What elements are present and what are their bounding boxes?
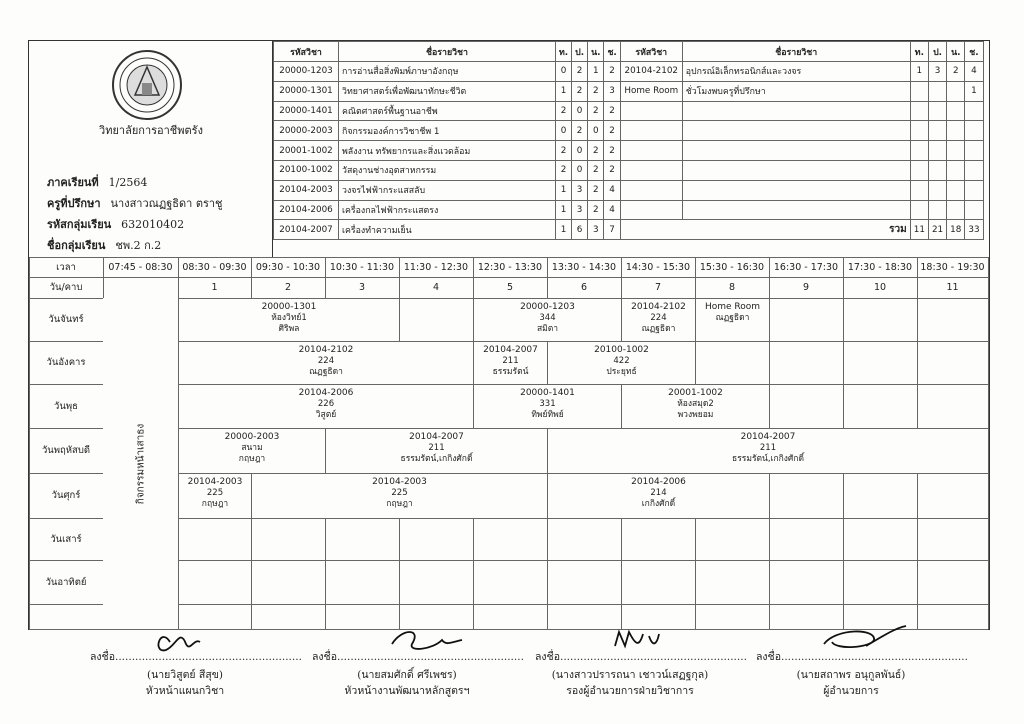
empty-cell xyxy=(620,200,682,220)
entry-code: 20100-1002 xyxy=(594,345,649,355)
empty-cell xyxy=(928,160,946,180)
empty-cell xyxy=(928,121,946,141)
course-name: กิจกรรมองค์การวิชาชีพ 1 xyxy=(339,121,556,141)
course-hours-n: 2 xyxy=(588,200,604,220)
course-hours-ch: 3 xyxy=(604,81,620,101)
time-slot: 11:30 - 12:30 xyxy=(403,261,469,273)
empty-cell xyxy=(620,160,682,180)
entry-teacher: กฤษฎา xyxy=(386,499,413,509)
course-hours-p: 3 xyxy=(928,62,946,82)
sign-label: ลงชื่อ xyxy=(535,651,560,663)
empty-cell xyxy=(682,101,910,121)
course-header-p: ป. xyxy=(572,42,588,62)
advisor-line: ครูที่ปรึกษา นางสาวณฏฐธิดา ตราชู xyxy=(47,197,223,210)
entry-teacher: กฤษฎา xyxy=(238,454,266,464)
course-name: เครื่องทำความเย็น xyxy=(339,220,556,240)
entry-teacher: ศิริพล xyxy=(278,324,300,334)
empty-cell xyxy=(947,101,965,121)
course-hours-n: 1 xyxy=(588,62,604,82)
empty-cell xyxy=(682,121,910,141)
empty-cell xyxy=(682,200,910,220)
schedule-entry xyxy=(179,385,473,428)
entry-room: ห้องวิทย์1 xyxy=(271,313,307,323)
course-code: 20000-1401 xyxy=(274,101,339,121)
period-number: 6 xyxy=(580,282,588,293)
course-code: 20104-2006 xyxy=(274,200,339,220)
course-header-code: รหัสวิชา xyxy=(274,42,339,62)
time-slot: 13:30 - 14:30 xyxy=(551,261,617,273)
day-label: วันอังคาร xyxy=(46,357,86,368)
course-row xyxy=(274,180,984,200)
sign-label: ลงชื่อ xyxy=(90,651,115,663)
schedule-entry xyxy=(179,474,251,518)
course-code: 20000-2003 xyxy=(274,121,339,141)
course-hours-n: 3 xyxy=(588,220,604,240)
college-name: วิทยาลัยการอาชีพตรัง xyxy=(99,124,203,137)
schedule-entry xyxy=(474,299,621,341)
sign-line: ลงชื่อ........................................................ xyxy=(756,651,968,663)
sign-label: ลงชื่อ xyxy=(756,651,781,663)
signer-name: (นายสมศักดิ์ ศรีเพชร) xyxy=(357,669,457,681)
empty-cell xyxy=(620,101,682,121)
empty-cell xyxy=(947,180,965,200)
total-p: 21 xyxy=(928,220,946,240)
signer-title: รองผู้อำนวยการฝ่ายวิชาการ xyxy=(566,685,694,697)
entry-teacher: ธรรมรัตน์ xyxy=(492,367,529,377)
signer-title: หัวหน้างานพัฒนาหลักสูตรฯ xyxy=(344,685,470,697)
day-label: วันศุกร์ xyxy=(51,490,81,501)
period-number: 2 xyxy=(284,282,292,293)
course-table xyxy=(273,41,984,240)
period-label: วัน/คาบ xyxy=(49,282,83,293)
signature-block xyxy=(535,630,747,724)
entry-room: 422 xyxy=(613,356,630,366)
schedule-entry xyxy=(179,299,399,341)
course-row xyxy=(274,200,984,220)
entry-room: 224 xyxy=(650,313,667,323)
empty-cell xyxy=(620,180,682,200)
signature-block xyxy=(312,630,524,724)
course-name: อุปกรณ์อิเล็กทรอนิกส์และวงจร xyxy=(682,62,910,82)
total-ch: 33 xyxy=(965,220,983,240)
course-hours-t: 2 xyxy=(556,141,572,161)
empty-cell xyxy=(965,160,983,180)
schedule-entry xyxy=(474,385,621,428)
period-number: 11 xyxy=(946,282,959,293)
entry-code: 20000-1203 xyxy=(520,302,575,312)
course-hours-n: 2 xyxy=(588,160,604,180)
entry-code: 20104-2003 xyxy=(372,477,427,487)
college-logo-icon xyxy=(111,49,183,121)
signer-name: (นางสาวปรารถนา เชาวน์เสฏฐกุล) xyxy=(551,669,709,681)
course-code: 20000-1203 xyxy=(274,62,339,82)
course-hours-ch: 4 xyxy=(604,180,620,200)
course-header-row xyxy=(274,42,984,62)
schedule-entry xyxy=(179,429,325,473)
entry-room: ห้องสมุด2 xyxy=(677,399,714,409)
entry-teacher: เกกิงศักดิ์ xyxy=(641,499,676,509)
empty-cell xyxy=(928,101,946,121)
entry-code: 20104-2006 xyxy=(631,477,686,487)
course-row xyxy=(274,121,984,141)
course-hours-t: 1 xyxy=(556,200,572,220)
course-hours-p: 2 xyxy=(572,81,588,101)
schedule-entry xyxy=(474,342,547,384)
sign-line: ลงชื่อ........................................................ xyxy=(535,651,747,663)
period-number: 3 xyxy=(358,282,366,293)
day-label: วันพุธ xyxy=(54,400,78,412)
course-hours-ch: 2 xyxy=(604,62,620,82)
day-label: วันอาทิตย์ xyxy=(45,576,87,588)
group-name-line: ชื่อกลุ่มเรียน ชพ.2 ก.2 xyxy=(47,239,162,252)
course-hours-p: 2 xyxy=(572,62,588,82)
period-number: 7 xyxy=(654,282,662,293)
schedule-entry xyxy=(696,299,769,341)
sign-line: ลงชื่อ........................................................ xyxy=(312,651,524,663)
course-hours-p: 2 xyxy=(572,121,588,141)
assembly-label: กิจกรรมหน้าเสาธง xyxy=(135,423,146,504)
entry-teacher: ธรรมรัตน์,เกกิงศักดิ์ xyxy=(732,454,804,464)
course-hours-t: 1 xyxy=(910,62,928,82)
entry-code: 20104-2006 xyxy=(298,388,354,398)
course-hours-p: 3 xyxy=(572,200,588,220)
course-row xyxy=(274,141,984,161)
course-name: คณิตศาสตร์พื้นฐานอาชีพ xyxy=(339,101,556,121)
course-code: 20104-2007 xyxy=(274,220,339,240)
course-hours-p xyxy=(928,81,946,101)
course-hours-n: 2 xyxy=(588,180,604,200)
course-header-n: น. xyxy=(588,42,604,62)
entry-teacher: ณฏฐธิดา xyxy=(641,324,676,334)
schedule-entry xyxy=(622,385,769,428)
course-hours-n: 2 xyxy=(947,62,965,82)
total-n: 18 xyxy=(947,220,965,240)
schedule-entry xyxy=(252,474,547,518)
empty-cell xyxy=(910,160,928,180)
total-t: 11 xyxy=(910,220,928,240)
course-hours-ch: 2 xyxy=(604,121,620,141)
signature-block xyxy=(90,630,302,724)
time-slot: 18:30 - 19:30 xyxy=(920,261,985,273)
period-number: 9 xyxy=(802,282,810,293)
empty-cell xyxy=(928,141,946,161)
empty-cell xyxy=(682,141,910,161)
entry-code: 20001-1002 xyxy=(668,388,723,398)
course-hours-t: 2 xyxy=(556,160,572,180)
entry-code: 20000-2003 xyxy=(224,432,280,442)
course-hours-n xyxy=(947,81,965,101)
entry-teacher: ณฏฐธิดา xyxy=(715,313,750,323)
entry-room: 225 xyxy=(391,488,408,498)
empty-cell xyxy=(928,180,946,200)
course-hours-t: 1 xyxy=(556,220,572,240)
course-hours-p: 0 xyxy=(572,160,588,180)
course-hours-t xyxy=(910,81,928,101)
course-hours-n: 0 xyxy=(588,121,604,141)
sign-line: ลงชื่อ........................................................ xyxy=(90,651,302,663)
schedule-entry xyxy=(179,342,473,384)
course-name: วิทยาศาสตร์เพื่อพัฒนาทักษะชีวิต xyxy=(339,81,556,101)
entry-code: 20104-2003 xyxy=(187,477,243,487)
course-header-name: ชื่อรายวิชา xyxy=(682,42,910,62)
course-code: 20100-1002 xyxy=(274,160,339,180)
course-code: Home Room xyxy=(620,81,682,101)
weekly-schedule xyxy=(29,257,988,629)
signer-name: (นายสถาพร อนุกูลพันธ์) xyxy=(796,669,906,681)
period-number: 4 xyxy=(432,282,440,293)
empty-cell xyxy=(682,180,910,200)
course-hours-p: 3 xyxy=(572,180,588,200)
course-header-t: ท. xyxy=(910,42,928,62)
semester-line: ภาคเรียนที่ 1/2564 xyxy=(47,176,148,189)
empty-cell xyxy=(947,200,965,220)
sign-label: ลงชื่อ xyxy=(312,651,337,663)
signer-title: หัวหน้าแผนกวิชา xyxy=(145,685,225,697)
empty-cell xyxy=(910,101,928,121)
entry-code: 20104-2102 xyxy=(631,302,686,312)
empty-cell xyxy=(965,180,983,200)
entry-code: 20104-2007 xyxy=(740,432,796,442)
entry-teacher: กฤษฎา xyxy=(201,499,229,509)
course-name: ชั่วโมงพบครูที่ปรึกษา xyxy=(682,81,910,101)
course-code: 20000-1301 xyxy=(274,81,339,101)
entry-teacher: ธรรมรัตน์,เกกิงศักดิ์ xyxy=(400,454,473,464)
empty-cell xyxy=(910,200,928,220)
time-slot: 07:45 - 08:30 xyxy=(108,261,173,273)
entry-room: 331 xyxy=(539,399,556,409)
time-slot: 15:30 - 16:30 xyxy=(699,261,765,273)
empty-cell xyxy=(965,101,983,121)
course-hours-p: 6 xyxy=(572,220,588,240)
course-name: วงจรไฟฟ้ากระแสสลับ xyxy=(339,180,556,200)
time-slot: 12:30 - 13:30 xyxy=(477,261,543,273)
empty-cell xyxy=(947,141,965,161)
entry-room: 211 xyxy=(502,356,519,366)
schedule-entry xyxy=(326,429,547,473)
course-header-t: ท. xyxy=(556,42,572,62)
time-slot: 16:30 - 17:30 xyxy=(773,261,839,273)
time-slot: 10:30 - 11:30 xyxy=(329,261,395,273)
course-hours-ch: 4 xyxy=(965,62,983,82)
course-hours-ch: 7 xyxy=(604,220,620,240)
signer-title: ผู้อำนวยการ xyxy=(823,685,879,697)
time-slot: 08:30 - 09:30 xyxy=(182,261,247,273)
schedule-entry xyxy=(548,474,769,518)
entry-code: 20104-2007 xyxy=(409,432,464,442)
entry-teacher: วิสูตย์ xyxy=(315,410,337,420)
entry-room: สนาม xyxy=(241,443,263,453)
course-hours-n: 2 xyxy=(588,101,604,121)
period-number: 5 xyxy=(506,282,514,293)
entry-teacher: ณฏฐธิดา xyxy=(309,367,343,377)
time-slot: 17:30 - 18:30 xyxy=(847,261,913,273)
course-header-n: น. xyxy=(947,42,965,62)
info-panel xyxy=(29,41,273,257)
period-number: 1 xyxy=(211,282,218,293)
course-hours-ch: 2 xyxy=(604,101,620,121)
entry-room: 226 xyxy=(317,399,335,409)
course-row xyxy=(274,220,984,240)
grid-line xyxy=(988,257,989,629)
course-code: 20001-1002 xyxy=(274,141,339,161)
entry-code: 20104-2007 xyxy=(483,345,538,355)
course-row xyxy=(274,101,984,121)
empty-cell xyxy=(928,200,946,220)
period-number: 8 xyxy=(728,282,736,293)
entry-room: 211 xyxy=(428,443,445,453)
course-row xyxy=(274,81,984,101)
empty-cell xyxy=(947,160,965,180)
schedule-entry xyxy=(548,429,988,473)
empty-cell xyxy=(620,141,682,161)
time-slot: 09:30 - 10:30 xyxy=(255,261,321,273)
entry-room: 225 xyxy=(206,488,224,498)
period-number: 10 xyxy=(873,282,887,293)
day-label: วันเสาร์ xyxy=(50,533,82,545)
empty-cell xyxy=(620,121,682,141)
empty-cell xyxy=(910,180,928,200)
course-hours-t: 2 xyxy=(556,101,572,121)
total-label: รวม xyxy=(620,220,910,240)
course-row xyxy=(274,62,984,82)
entry-room: 224 xyxy=(317,356,335,366)
course-hours-p: 0 xyxy=(572,141,588,161)
course-code: 20104-2102 xyxy=(620,62,682,82)
time-slot: 14:30 - 15:30 xyxy=(625,261,691,273)
empty-cell xyxy=(910,141,928,161)
course-header-code: รหัสวิชา xyxy=(620,42,682,62)
entry-code: 20000-1401 xyxy=(520,388,575,398)
signature-block xyxy=(756,630,968,724)
schedule-entry xyxy=(622,299,695,341)
course-header-ch: ช. xyxy=(965,42,983,62)
course-hours-n: 2 xyxy=(588,141,604,161)
entry-teacher: ทิพย์ทิพย์ xyxy=(531,410,564,420)
course-hours-t: 1 xyxy=(556,81,572,101)
group-code-line: รหัสกลุ่มเรียน 632010402 xyxy=(47,218,185,231)
empty-cell xyxy=(682,160,910,180)
course-name: การอ่านสื่อสิ่งพิมพ์ภาษาอังกฤษ xyxy=(339,62,556,82)
time-label: เวลา xyxy=(56,261,76,273)
schedule-entry xyxy=(548,342,695,384)
course-name: พลังงาน ทรัพยากรและสิ่งแวดล้อม xyxy=(339,141,556,161)
entry-teacher: พวงพยอม xyxy=(677,410,714,420)
entry-code: Home Room xyxy=(704,302,761,312)
course-header-p: ป. xyxy=(928,42,946,62)
assembly-column xyxy=(103,298,178,629)
signature-section xyxy=(0,630,1024,724)
course-hours-ch: 2 xyxy=(604,141,620,161)
course-hours-t: 0 xyxy=(556,62,572,82)
empty-cell xyxy=(965,141,983,161)
course-hours-ch: 4 xyxy=(604,200,620,220)
course-code: 20104-2003 xyxy=(274,180,339,200)
course-hours-ch: 1 xyxy=(965,81,983,101)
entry-room: 214 xyxy=(650,488,667,498)
course-hours-t: 1 xyxy=(556,180,572,200)
empty-cell xyxy=(965,200,983,220)
course-header-ch: ช. xyxy=(604,42,620,62)
course-hours-ch: 2 xyxy=(604,160,620,180)
day-label: วันพฤหัสบดี xyxy=(41,445,91,456)
entry-code: 20104-2102 xyxy=(298,345,354,355)
course-row xyxy=(274,160,984,180)
course-hours-p: 0 xyxy=(572,101,588,121)
empty-cell xyxy=(910,121,928,141)
course-hours-n: 2 xyxy=(588,81,604,101)
course-name: เครื่องกลไฟฟ้ากระแสตรง xyxy=(339,200,556,220)
day-label: วันจันทร์ xyxy=(48,314,84,325)
entry-room: 211 xyxy=(759,443,777,453)
course-header-name: ชื่อรายวิชา xyxy=(339,42,556,62)
entry-room: 344 xyxy=(539,313,556,323)
entry-code: 20000-1301 xyxy=(261,302,317,312)
signer-name: (นายวิสูตย์ สีสุข) xyxy=(146,669,224,681)
entry-teacher: ประยุทธ์ xyxy=(606,367,637,377)
entry-teacher: สมิตา xyxy=(536,324,559,334)
course-name: วัสดุงานช่างอุตสาหกรรม xyxy=(339,160,556,180)
course-hours-t: 0 xyxy=(556,121,572,141)
timetable-frame xyxy=(28,40,990,630)
empty-cell xyxy=(947,121,965,141)
empty-cell xyxy=(965,121,983,141)
